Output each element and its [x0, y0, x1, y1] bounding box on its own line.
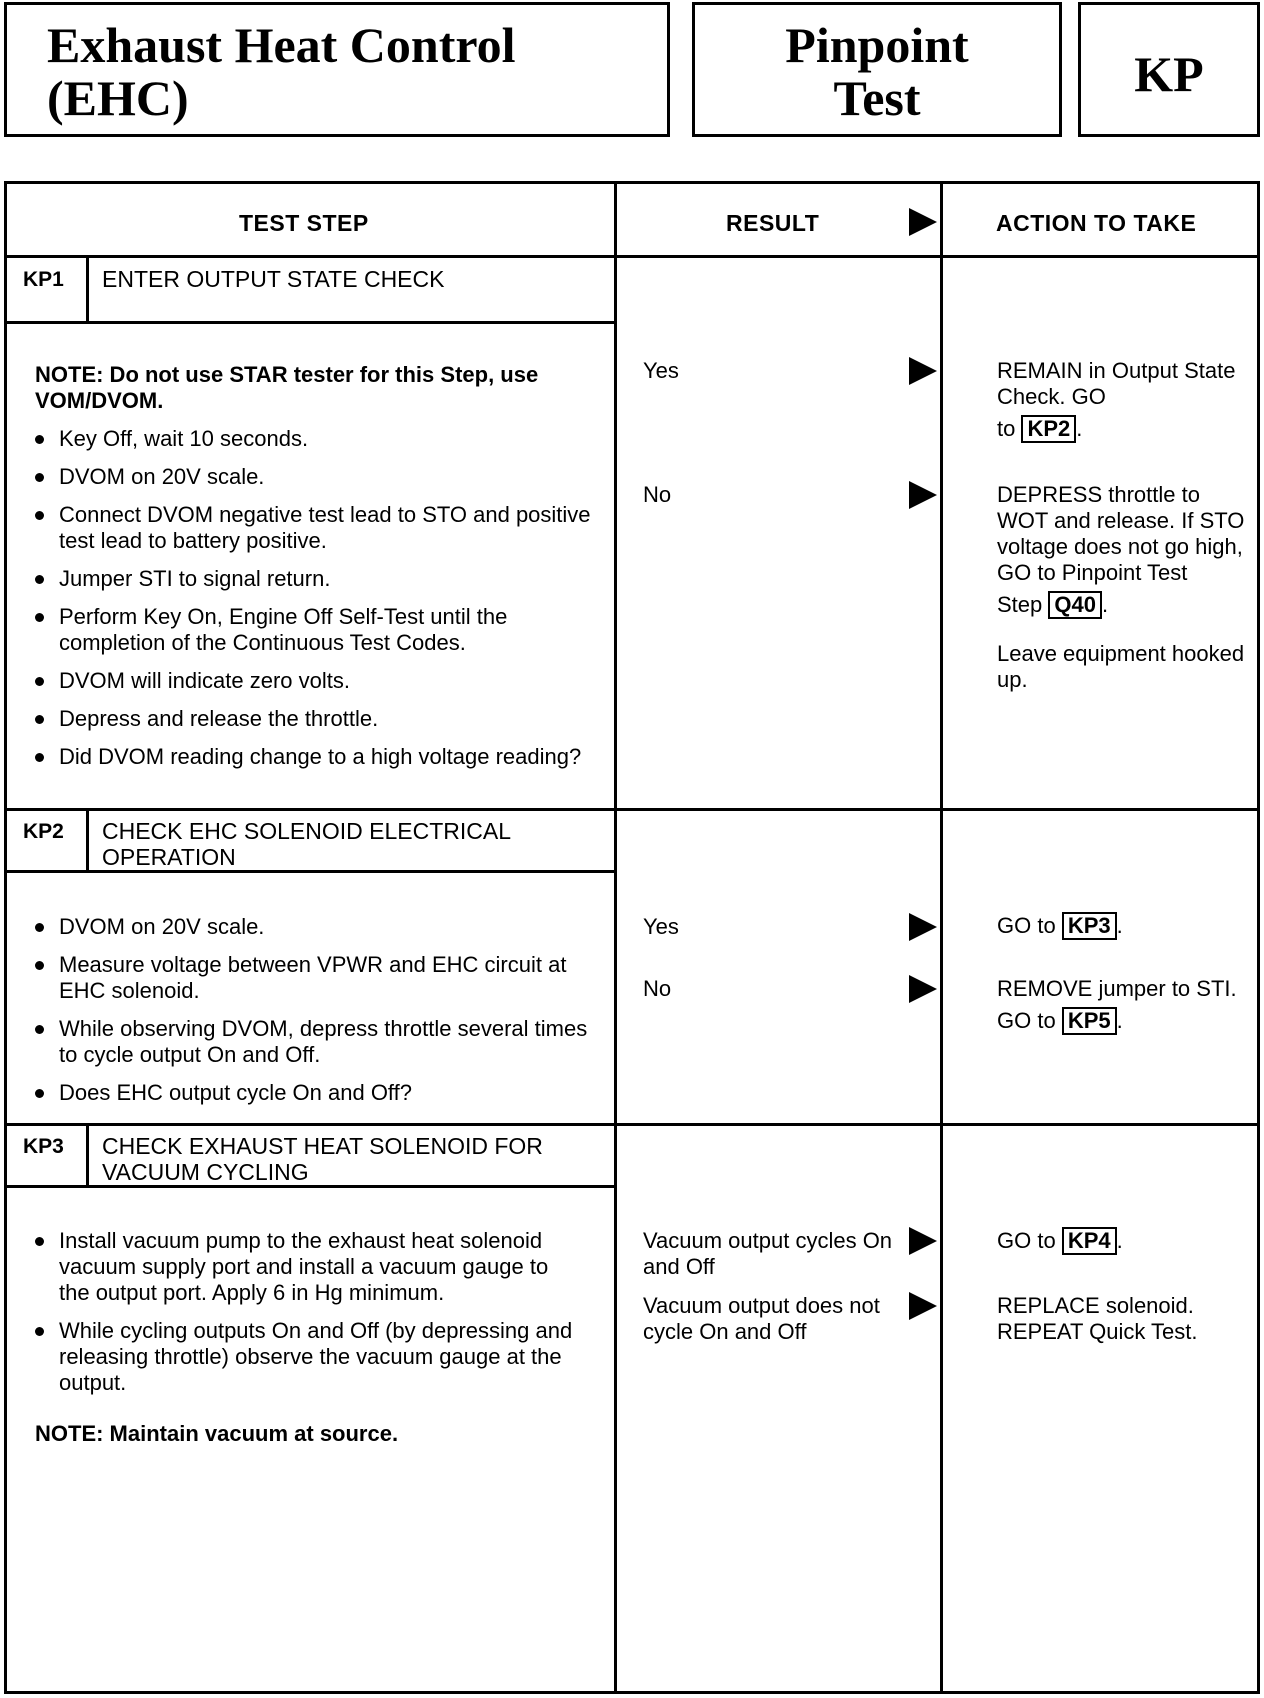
kp3-action-1-ref: KP4	[1062, 1227, 1117, 1255]
list-item: DVOM on 20V scale.	[33, 914, 598, 940]
kp1-action-no-step: Step	[997, 592, 1043, 617]
kp2-action-no-ref: KP5	[1062, 1007, 1117, 1035]
title-line-1: Exhaust Heat Control	[47, 17, 516, 73]
kp2-action-yes-text: GO to	[997, 913, 1056, 938]
list-item: Measure voltage between VPWR and EHC circuit at EHC solenoid.	[33, 952, 598, 1004]
list-item: Perform Key On, Engine Off Self-Test until the completion of the Continuous Test Codes.	[33, 604, 598, 656]
col-header-action: ACTION TO TAKE	[996, 210, 1197, 236]
list-item: DVOM will indicate zero volts.	[33, 668, 598, 694]
kp2-result-yes: Yes	[643, 914, 679, 939]
kp1-action-yes-text: REMAIN in Output State Check. GO	[997, 358, 1236, 409]
list-item: Jumper STI to signal return.	[33, 566, 598, 592]
kp1-action-yes-to: to	[997, 416, 1016, 441]
kp1-action-no-note: Leave equipment hooked up.	[997, 641, 1245, 692]
kp1-title-divider	[7, 321, 617, 324]
kp1-result-no: No	[643, 482, 672, 507]
kp1-step-number: KP1	[23, 268, 64, 291]
col-header-test-step: TEST STEP	[239, 210, 369, 236]
kp2-num-divider	[86, 808, 89, 873]
list-item: Connect DVOM negative test lead to STO and positive test lead to battery positive.	[33, 502, 598, 554]
kp2-action-yes: GO to KP3 .	[997, 913, 1123, 938]
kp3-num-divider	[86, 1123, 89, 1188]
kp3-step-title: CHECK EXHAUST HEAT SOLENOID FOR VACUUM CYCLING	[102, 1133, 543, 1185]
list-item: Depress and release the throttle.	[33, 706, 598, 732]
test-code-box	[1078, 2, 1260, 137]
title-line-2: (EHC)	[47, 70, 189, 126]
test-type-line-2: Test	[833, 70, 921, 126]
page-title	[47, 19, 516, 125]
kp1-kp2-divider	[7, 808, 1257, 811]
kp3-title-divider	[7, 1185, 617, 1188]
arrow-icon	[909, 481, 937, 509]
test-type	[695, 19, 1059, 125]
kp1-action-yes: REMAIN in Output State Check. GO to KP2 .	[997, 358, 1236, 441]
kp2-result-no: No	[643, 976, 672, 1001]
kp2-step-title: CHECK EHC SOLENOID ELECTRICAL OPERATION	[102, 818, 511, 870]
col-header-result: RESULT	[726, 210, 820, 236]
kp3-bullet-list	[33, 1228, 578, 1408]
kp1-result-yes: Yes	[643, 358, 679, 383]
kp2-action-yes-ref: KP3	[1062, 912, 1117, 940]
test-table	[4, 181, 1260, 1694]
list-item: While observing DVOM, depress throttle several times to cycle output On and Off.	[33, 1016, 598, 1068]
arrow-icon	[909, 975, 937, 1003]
list-item: Install vacuum pump to the exhaust heat solenoid vacuum supply port and install a vacuum gauge to the output port. Apply 6 in Hg minimum.	[33, 1228, 578, 1306]
kp3-action-1-text: GO to	[997, 1228, 1056, 1253]
col-divider-2	[940, 184, 943, 1691]
list-item: DVOM on 20V scale.	[33, 464, 598, 490]
kp1-action-no-ref: Q40	[1048, 591, 1102, 619]
test-type-box	[692, 2, 1062, 137]
kp1-note: NOTE: Do not use STAR tester for this Step, use VOM/DVOM.	[35, 362, 539, 413]
test-type-line-1: Pinpoint	[785, 17, 969, 73]
kp2-title-divider	[7, 870, 617, 873]
kp2-action-no-goto: GO to	[997, 1008, 1056, 1033]
kp3-action-2: REPLACE solenoid. REPEAT Quick Test.	[997, 1293, 1198, 1344]
arrow-icon	[909, 208, 937, 236]
kp1-num-divider	[86, 258, 89, 324]
list-item: Did DVOM reading change to a high voltage reading?	[33, 744, 598, 770]
list-item: While cycling outputs On and Off (by depressing and releasing throttle) observe the vacuum gauge at the output.	[33, 1318, 578, 1396]
kp1-action-no: DEPRESS throttle to WOT and release. If STO voltage does not go high, GO to Pinpoint Test Step Q40 . Leave equipment hooked up.	[997, 482, 1252, 693]
kp1-bullet-list	[33, 426, 598, 782]
kp2-action-no: REMOVE jumper to STI. GO to KP5 .	[997, 976, 1237, 1033]
kp3-result-2: Vacuum output does not cycle On and Off	[643, 1293, 880, 1344]
arrow-icon	[909, 913, 937, 941]
list-item: Key Off, wait 10 seconds.	[33, 426, 598, 452]
kp3-note: NOTE: Maintain vacuum at source.	[35, 1421, 399, 1446]
kp3-action-1: GO to KP4 .	[997, 1228, 1123, 1253]
title-box	[4, 2, 670, 137]
kp1-action-yes-ref: KP2	[1021, 415, 1076, 443]
kp2-kp3-divider	[7, 1123, 1257, 1126]
kp1-step-title: ENTER OUTPUT STATE CHECK	[102, 266, 445, 292]
kp3-result-1: Vacuum output cycles On and Off	[643, 1228, 893, 1279]
kp2-action-no-text: REMOVE jumper to STI.	[997, 976, 1237, 1001]
header-divider	[7, 255, 1257, 258]
arrow-icon	[909, 1292, 937, 1320]
test-code: KP	[1134, 46, 1204, 102]
kp1-action-no-text: DEPRESS throttle to WOT and release. If STO voltage does not go high, GO to Pinpoint Test	[997, 482, 1245, 585]
kp2-bullet-list	[33, 914, 598, 1118]
list-item: Does EHC output cycle On and Off?	[33, 1080, 598, 1106]
kp3-step-number: KP3	[23, 1135, 64, 1158]
col-divider-1	[614, 184, 617, 1691]
arrow-icon	[909, 1227, 937, 1255]
arrow-icon	[909, 357, 937, 385]
kp2-step-number: KP2	[23, 820, 64, 843]
